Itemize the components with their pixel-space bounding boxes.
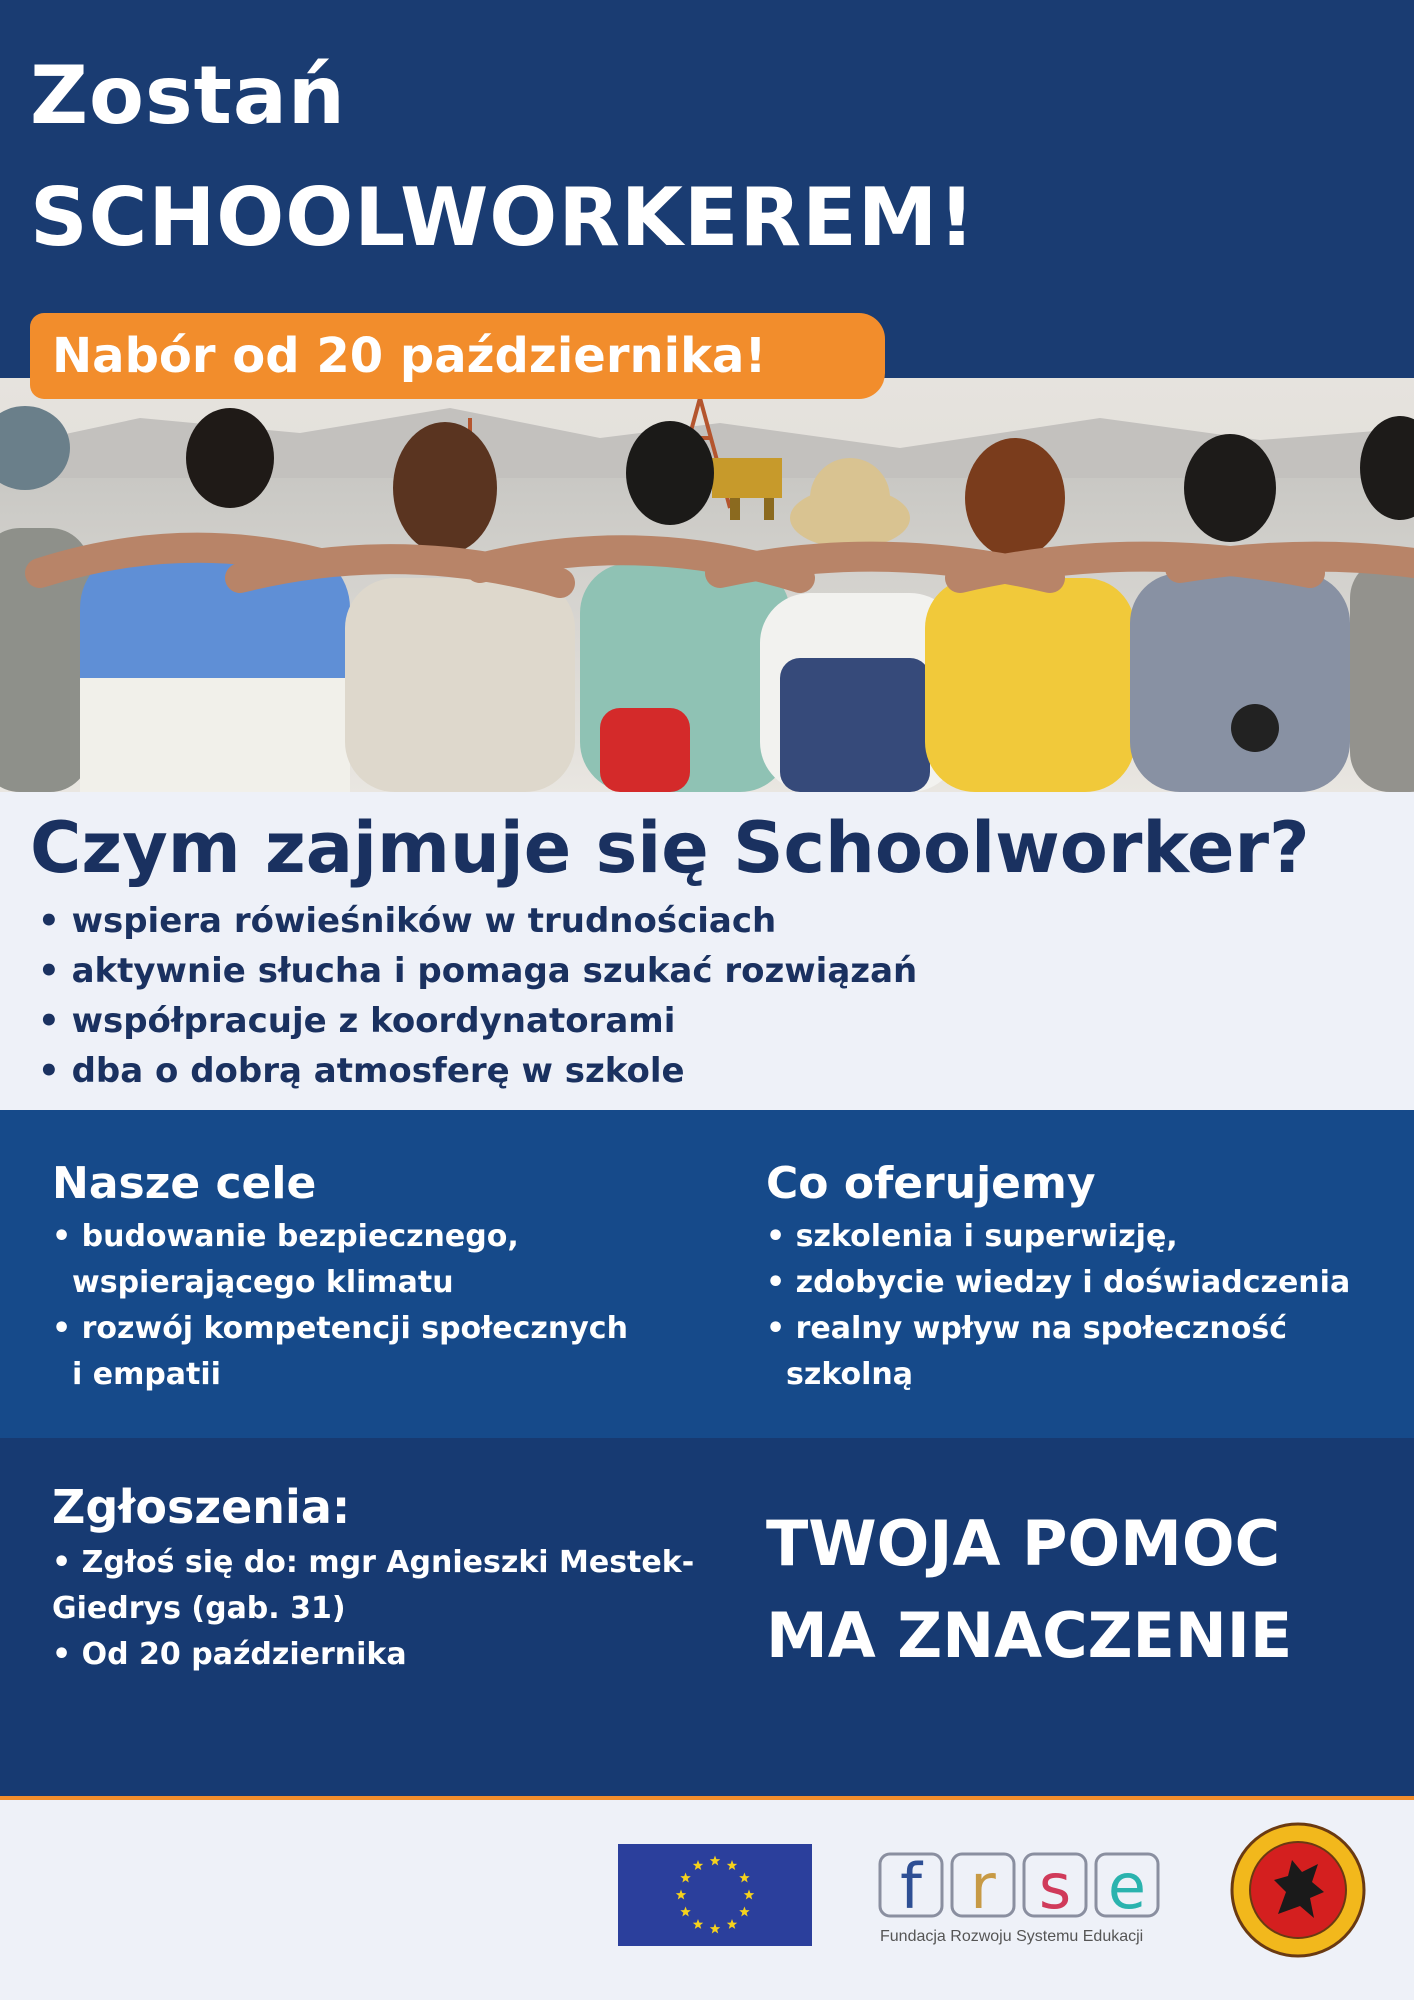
group-photo: [0, 378, 1414, 792]
school-seal-logo: [1230, 1822, 1366, 1958]
title-line-1: Zostań: [30, 49, 346, 142]
what-list: [38, 896, 917, 1096]
what-title: Czym zajmuje się Schoolworker?: [30, 807, 1310, 889]
recruitment-badge-text: Nabór od 20 października!: [52, 328, 767, 384]
what-section: [0, 792, 1414, 1110]
frse-letter-s: s: [1038, 1850, 1072, 1923]
list-item: [52, 1306, 628, 1398]
goal-1-line-2: wspierającego klimatu: [72, 1265, 454, 1300]
goals-column: [52, 1154, 628, 1398]
applications-section: [0, 1438, 1414, 1798]
footer-logos: [0, 1800, 1414, 2000]
goal-2-line-2: i empatii: [72, 1357, 221, 1392]
applications-title: Zgłoszenia:: [52, 1480, 351, 1534]
frse-letter-r: r: [970, 1850, 996, 1923]
offers-column: [766, 1154, 1350, 1398]
frse-letter-e: e: [1107, 1850, 1147, 1923]
frse-caption: Fundacja Rozwoju Systemu Edukacji: [880, 1928, 1144, 1945]
goal-1-line-1: • budowanie bezpiecznego,: [52, 1219, 519, 1254]
list-item: • współpracuje z koordynatorami: [38, 1001, 676, 1041]
slogan-line-1: TWOJA POMOC: [766, 1507, 1281, 1580]
title-line-2: SCHOOLWORKEREM!: [30, 171, 976, 264]
offer-3-line-1: • realny wpływ na społeczność: [766, 1311, 1288, 1346]
list-item: • dba o dobrą atmosferę w szkole: [38, 1051, 685, 1091]
recruitment-badge: [30, 313, 885, 399]
goals-offers-section: [0, 1110, 1414, 1438]
applications-block: [52, 1474, 694, 1678]
slogan: [766, 1498, 1292, 1682]
eu-flag-logo: [618, 1844, 812, 1946]
applications-line-2: Giedrys (gab. 31): [52, 1591, 346, 1626]
applications-line-1: • Zgłoś się do: mgr Agnieszki Mestek-: [52, 1545, 695, 1580]
goals-title: Nasze cele: [52, 1158, 317, 1209]
slogan-line-2: MA ZNACZENIE: [766, 1599, 1293, 1672]
offer-3-line-2: szkolną: [786, 1357, 913, 1392]
applications-line-3: • Od 20 października: [52, 1637, 407, 1672]
goal-2-line-1: • rozwój kompetencji społecznych: [52, 1311, 628, 1346]
list-item: • wspiera rówieśników w trudnościach: [38, 901, 777, 941]
list-item: [52, 1214, 628, 1306]
list-item: • aktywnie słucha i pomaga szukać rozwiązań: [38, 951, 918, 991]
list-item: • szkolenia i superwizję,: [766, 1219, 1178, 1254]
group-photo-illustration: [0, 378, 1414, 792]
offers-list: [766, 1214, 1350, 1398]
list-item: [766, 1306, 1350, 1398]
goals-list: [52, 1214, 628, 1398]
frse-letter-f: f: [900, 1850, 922, 1923]
list-item: • zdobycie wiedzy i doświadczenia: [766, 1265, 1351, 1300]
offers-title: Co oferujemy: [766, 1158, 1096, 1209]
